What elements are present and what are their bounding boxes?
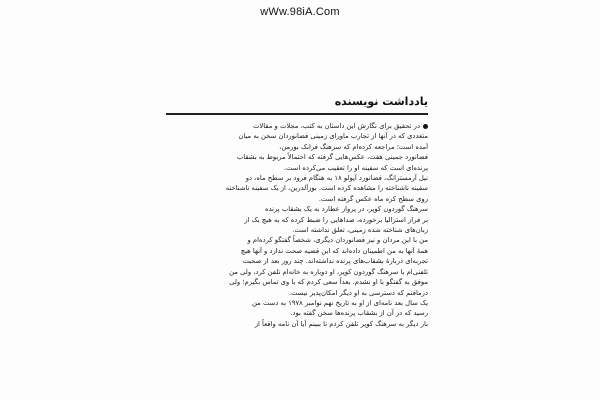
text-line: نیل آرمسترانگ، فضانورد آپولو ۱۸ به هنگام فرود بر سطح ماه، دو	[245, 174, 428, 183]
paragraph	[166, 173, 428, 204]
text-line: همهٔ آنها به من اطمینان داده‌اند که این قضیه صحت ندارد و آنها هیچ	[240, 246, 428, 255]
text-line: سرهنگ گوردون کوپر، در پرواز عطارد به یک بشقاب پرنده	[265, 205, 428, 214]
text-line: در تحقیق برای نگارش این داستان به کتب، مجلات و مقالات	[166, 121, 428, 131]
text-line: بر فراز استرالیا برخورده، صداهایی را ضبط کرده که به هیچ یک از	[244, 215, 428, 224]
text-line: زبان‌های شناخته شده زمینی، تعلق نداشته است.	[292, 226, 428, 235]
paragraph	[166, 121, 428, 173]
text-line: تلفنی‌ام با سرهنگ گوردون کوپر، او دوباره به خانه‌ام تلفن کرد، ولی من	[229, 267, 428, 276]
text-line: متعددی که در آنها از تجارب ماورای زمینی فضانوردان سخن به میان	[238, 132, 428, 141]
text-line: موفق به گفتگو با او نشدم. بعداً سعی کردم که با وی تماس بگیرم؛ ولی	[229, 278, 428, 287]
body-text	[166, 121, 428, 329]
text-line: روی سطح کره ماه عکس گرفته است.	[318, 194, 428, 203]
text-line: پرنده‌ای است که سفینه او را تعقیب می‌کرده است.	[283, 163, 428, 172]
text-line: من با این مردان و نیز فضانوردان دیگری، شخصاً گفتگو کرده‌ام و	[247, 236, 428, 245]
text-line: یک سال بعد نامه‌ای از او به تاریخ نهم نوامبر ۱۹۷۸ به دست من	[251, 298, 428, 307]
text-line: فضانورد جمینی هفت، عکس‌هایی گرفته که احتمالاً مربوط به بشقاب	[236, 153, 428, 162]
paragraph	[166, 298, 428, 329]
text-line: بار دیگر به سرهنگ کوپر تلفن کردم تا ببینم آیا آن نامه واقعاً از	[254, 319, 428, 328]
text-line: درمافتم که دسترسی به او دیگر امکان‌پذیر نیست.	[288, 288, 428, 297]
section-heading: یادداشت نویسنده	[334, 95, 428, 108]
watermark-text: wWw.98iA.Com	[260, 6, 340, 18]
text-line: رسید که در آن از بشقاب پرنده‌ها سخن گفته بود.	[290, 309, 428, 318]
bullet-icon	[423, 124, 428, 129]
paragraph	[166, 204, 428, 235]
heading-underline	[166, 113, 428, 115]
text-line: تجربه‌ای دربارهٔ بشقاب‌های پرنده نداشته‌اند. چند روز بعد از صحبت	[242, 257, 428, 266]
text-line: آمده است؛ مراجعه کرده‌ام که سرهنگ فرانک بورمن،	[279, 142, 428, 151]
paragraph	[166, 235, 428, 297]
text-line: سفینه ناشناخته را مشاهده کرده است. بوزآلدرین، از یک سفینه ناشناخته	[225, 184, 428, 193]
